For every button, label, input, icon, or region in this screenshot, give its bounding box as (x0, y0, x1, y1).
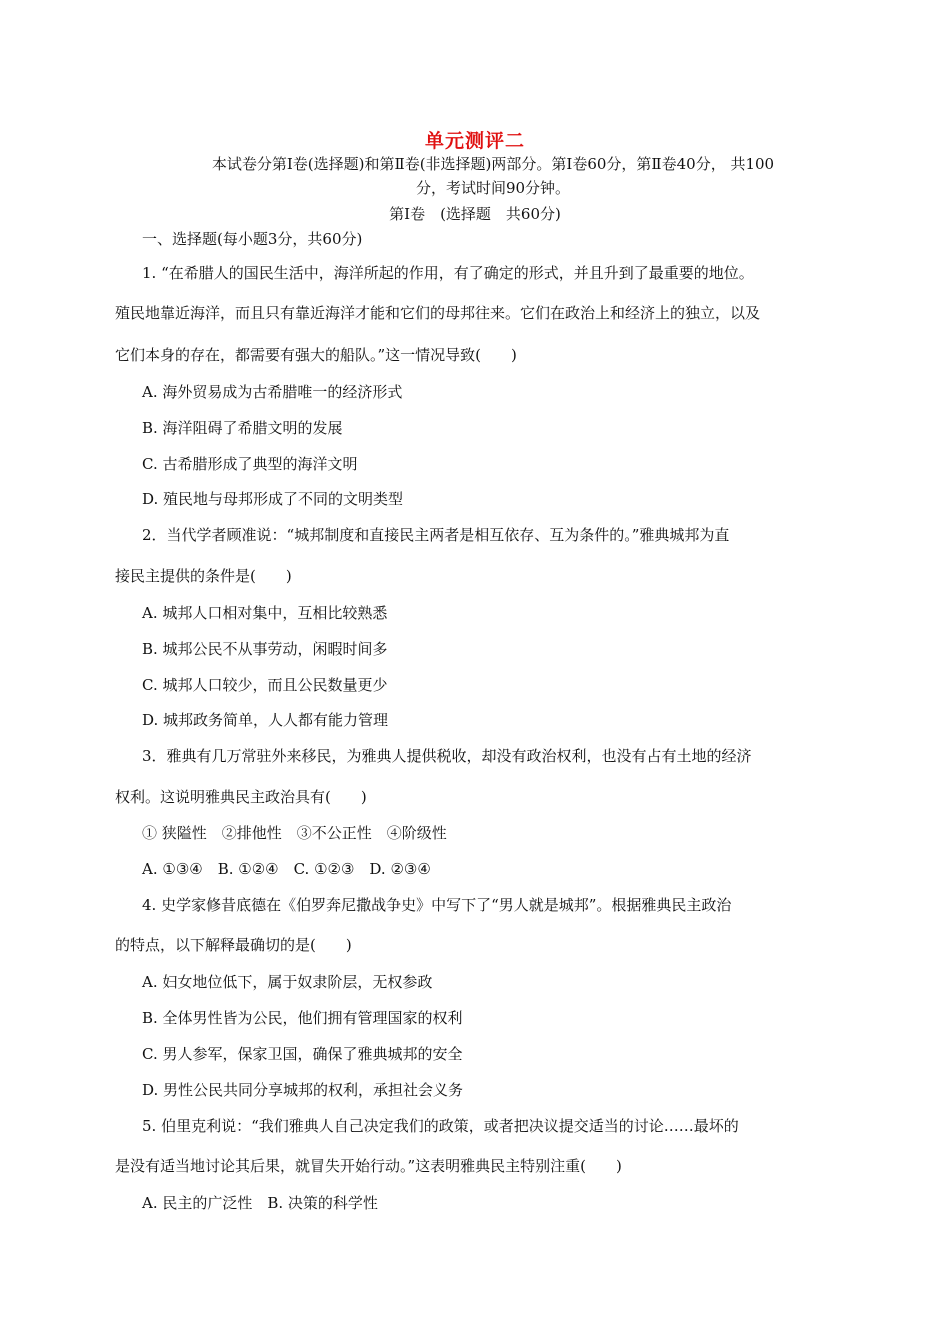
question-4-line-1: 4. 史学家修昔底德在《伯罗奔尼撒战争史》中写下了“男人就是城邦”。根据雅典民主政治 (142, 896, 732, 914)
section-heading: 第Ⅰ卷 (选择题 共60分) (389, 205, 561, 223)
question-2-line-1: 2．当代学者顾准说：“城邦制度和直接民主两者是相互依存、互为条件的。”雅典城邦为直 (142, 526, 730, 544)
question-5-line-2: 是没有适当地讨论其后果，就冒失开始行动。”这表明雅典民主特别注重( ) (115, 1157, 622, 1175)
question-5-options-ab: A. 民主的广泛性 B. 决策的科学性 (142, 1194, 378, 1212)
question-4-line-2: 的特点，以下解释最确切的是( ) (115, 936, 352, 954)
question-1-option-c: C. 古希腊形成了典型的海洋文明 (142, 455, 358, 473)
instructions-line-2: 分，考试时间90分钟。 (415, 179, 571, 197)
question-2-line-2: 接民主提供的条件是( ) (115, 567, 292, 585)
question-4-option-c: C. 男人参军，保家卫国，确保了雅典城邦的安全 (142, 1045, 463, 1063)
question-1-line-2: 殖民地靠近海洋，而且只有靠近海洋才能和它们的母邦往来。它们在政治上和经济上的独立，以及 (115, 304, 761, 322)
question-4-option-b: B. 全体男性皆为公民，他们拥有管理国家的权利 (142, 1009, 463, 1027)
question-3-line-2: 权利。这说明雅典民主政治具有( ) (115, 788, 367, 806)
question-1-option-a: A. 海外贸易成为古希腊唯一的经济形式 (142, 383, 403, 401)
instructions-line-1: 本试卷分第Ⅰ卷(选择题)和第Ⅱ卷(非选择题)两部分。第Ⅰ卷60分，第Ⅱ卷40分， 共100 (211, 155, 775, 173)
question-1-option-b: B. 海洋阻碍了希腊文明的发展 (142, 419, 343, 437)
question-4-option-d: D. 男性公民共同分享城邦的权利，承担社会义务 (142, 1081, 464, 1099)
exam-instructions (150, 152, 836, 200)
question-3-items: ① 狭隘性 ②排他性 ③不公正性 ④阶级性 (142, 824, 447, 842)
question-3-options: A. ①③④ B. ①②④ C. ①②③ D. ②③④ (142, 860, 431, 878)
question-4-option-a: A. 妇女地位低下，属于奴隶阶层，无权参政 (142, 973, 433, 991)
question-2-option-d: D. 城邦政务简单，人人都有能力管理 (142, 711, 389, 729)
question-1-option-d: D. 殖民地与母邦形成了不同的文明类型 (142, 490, 404, 508)
question-2-option-c: C. 城邦人口较少，而且公民数量更少 (142, 676, 388, 694)
question-2-option-b: B. 城邦公民不从事劳动，闲暇时间多 (142, 640, 388, 658)
question-1-line-3: 它们本身的存在，都需要有强大的船队。”这一情况导致( ) (115, 346, 517, 364)
part-label: 一、选择题(每小题3分，共60分) (142, 230, 363, 248)
question-1-line-1: 1. “在希腊人的国民生活中，海洋所起的作用，有了确定的形式，并且升到了最重要的地位。 (142, 264, 754, 282)
question-3-line-1: 3．雅典有几万常驻外来移民，为雅典人提供税收，却没有政治权利，也没有占有土地的经济 (142, 747, 752, 765)
page-title: 单元测评二 (424, 130, 525, 152)
question-5-line-1: 5. 伯里克利说：“我们雅典人自己决定我们的政策，或者把决议提交适当的讨论……最坏的 (142, 1117, 739, 1135)
question-2-option-a: A. 城邦人口相对集中，互相比较熟悉 (142, 604, 388, 622)
